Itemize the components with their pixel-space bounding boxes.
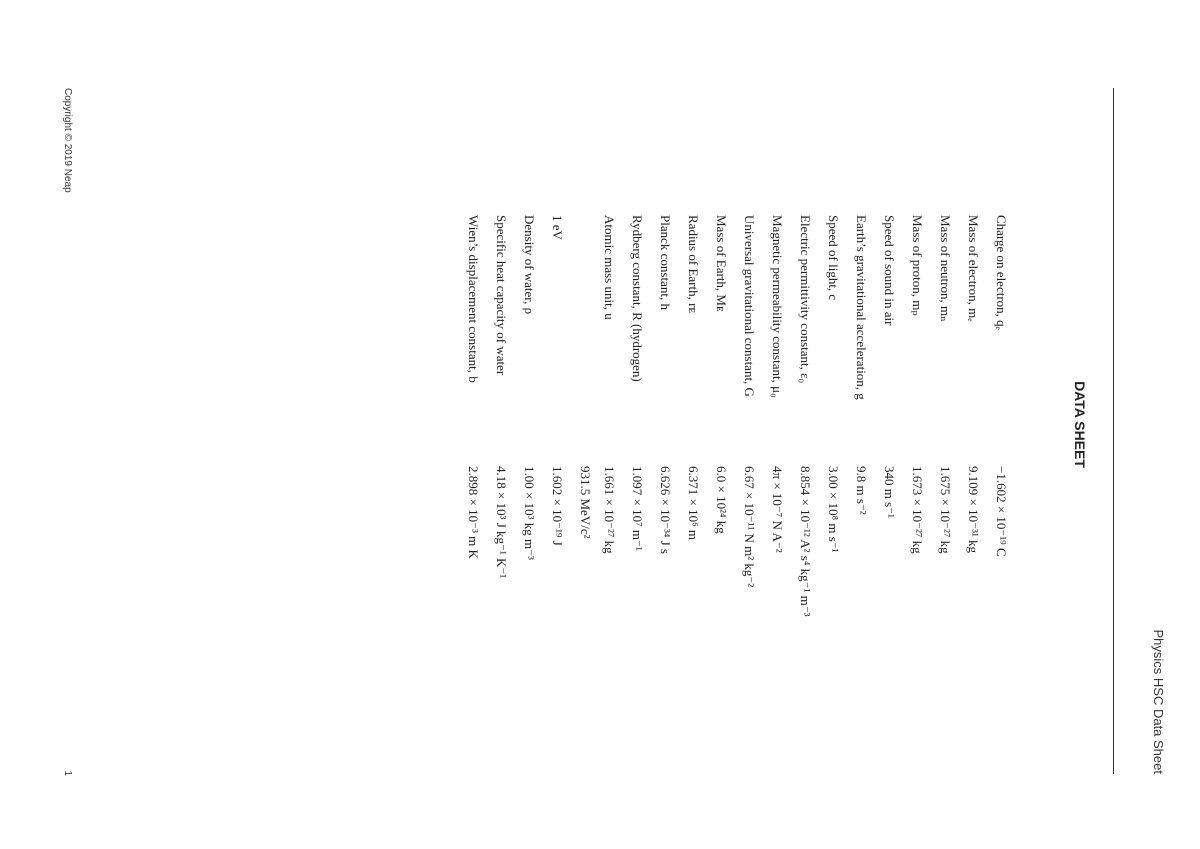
- constant-label: 1 eV: [550, 215, 565, 240]
- constant-row: [578, 0, 617, 849]
- constant-value: 8.854 × 10⁻¹² A² s⁴ kg⁻¹ m⁻³: [798, 466, 813, 617]
- constant-value: 1.675 × 10⁻²⁷ kg: [938, 466, 953, 554]
- constant-label: Mass of Earth, Mᴇ: [714, 215, 729, 312]
- constant-value-alt: 931.5 MeV/c²: [578, 466, 593, 539]
- constant-value: 340 m s⁻¹: [882, 466, 897, 518]
- constant-row: [489, 0, 509, 849]
- constant-value: 1.602 × 10⁻¹⁹ J: [550, 466, 565, 546]
- constant-row: [905, 0, 925, 849]
- constant-value: 1.673 × 10⁻²⁷ kg: [910, 466, 925, 554]
- constant-label: Density of water, ρ: [522, 215, 537, 315]
- page-number: 1: [62, 770, 73, 776]
- constant-label: Charge on electron, qₑ: [994, 215, 1009, 331]
- constant-label: Planck constant, h: [658, 215, 673, 310]
- constant-row: [989, 0, 1009, 849]
- constant-row: [461, 0, 481, 849]
- constant-row: [933, 0, 953, 849]
- constant-label: Speed of light, c: [826, 215, 841, 301]
- constant-value: 1.661 × 10⁻²⁷ kg: [602, 466, 617, 554]
- constant-value: 3.00 × 10⁸ m s⁻¹: [826, 466, 841, 553]
- constant-value: 6.67 × 10⁻¹¹ N m² kg⁻²: [742, 466, 757, 588]
- copyright-notice: Copyright © 2019 Neap: [62, 88, 73, 193]
- constant-value: 4π × 10⁻⁷ N A⁻²: [770, 466, 785, 553]
- constant-value: 9.8 m s⁻²: [854, 466, 869, 515]
- constant-value: 2.898 × 10⁻³ m K: [466, 466, 481, 559]
- document-title: Physics HSC Data Sheet: [1151, 629, 1166, 774]
- page-title: DATA SHEET: [1072, 381, 1088, 468]
- constant-label: Mass of electron, mₑ: [966, 215, 981, 322]
- constant-row: [877, 0, 897, 849]
- constant-value: 1.00 × 10³ kg m⁻³: [522, 466, 537, 560]
- constant-label: Atomic mass unit, u: [602, 215, 617, 320]
- constant-label: Magnetic permeability constant, μ₀: [770, 215, 785, 398]
- constant-value: 6.371 × 10⁶ m: [686, 466, 701, 540]
- constant-row: [961, 0, 981, 849]
- constant-row: [681, 0, 701, 849]
- constant-row: [849, 0, 869, 849]
- constant-row: [653, 0, 673, 849]
- constant-label: Speed of sound in air: [882, 215, 897, 326]
- constant-row: [545, 0, 565, 849]
- constant-label: Specific heat capacity of water: [494, 215, 509, 376]
- constant-row: [517, 0, 537, 849]
- constant-value: 6.0 × 10²⁴ kg: [714, 466, 729, 534]
- constant-value: 1.097 × 10⁷ m⁻¹: [630, 466, 645, 551]
- constant-value: −1.602 × 10⁻¹⁹ C: [994, 466, 1009, 557]
- header-divider: [1113, 88, 1114, 774]
- constant-row: [765, 0, 785, 849]
- constant-row: [821, 0, 841, 849]
- constant-label: Electric permittivity constant, ε₀: [798, 215, 813, 384]
- constant-label: Wien’s displacement constant, b: [466, 215, 481, 383]
- constant-row: [793, 0, 813, 849]
- constant-label: Rydberg constant, R (hydrogen): [630, 215, 645, 382]
- constant-row: [625, 0, 645, 849]
- constant-label: Universal gravitational constant, G: [742, 215, 757, 397]
- constant-value: 4.18 × 10³ J kg⁻¹ K⁻¹: [494, 466, 509, 579]
- constant-label: Earth’s gravitational acceleration, g: [854, 215, 869, 400]
- constant-value: 9.109 × 10⁻³¹ kg: [966, 466, 981, 553]
- constant-label: Mass of neutron, mₙ: [938, 215, 953, 322]
- constant-label: Mass of proton, mₚ: [910, 215, 925, 316]
- constant-row: [737, 0, 757, 849]
- constant-row: [709, 0, 729, 849]
- constant-label: Radius of Earth, rᴇ: [686, 215, 701, 314]
- constant-value: 6.626 × 10⁻³⁴ J s: [658, 466, 673, 554]
